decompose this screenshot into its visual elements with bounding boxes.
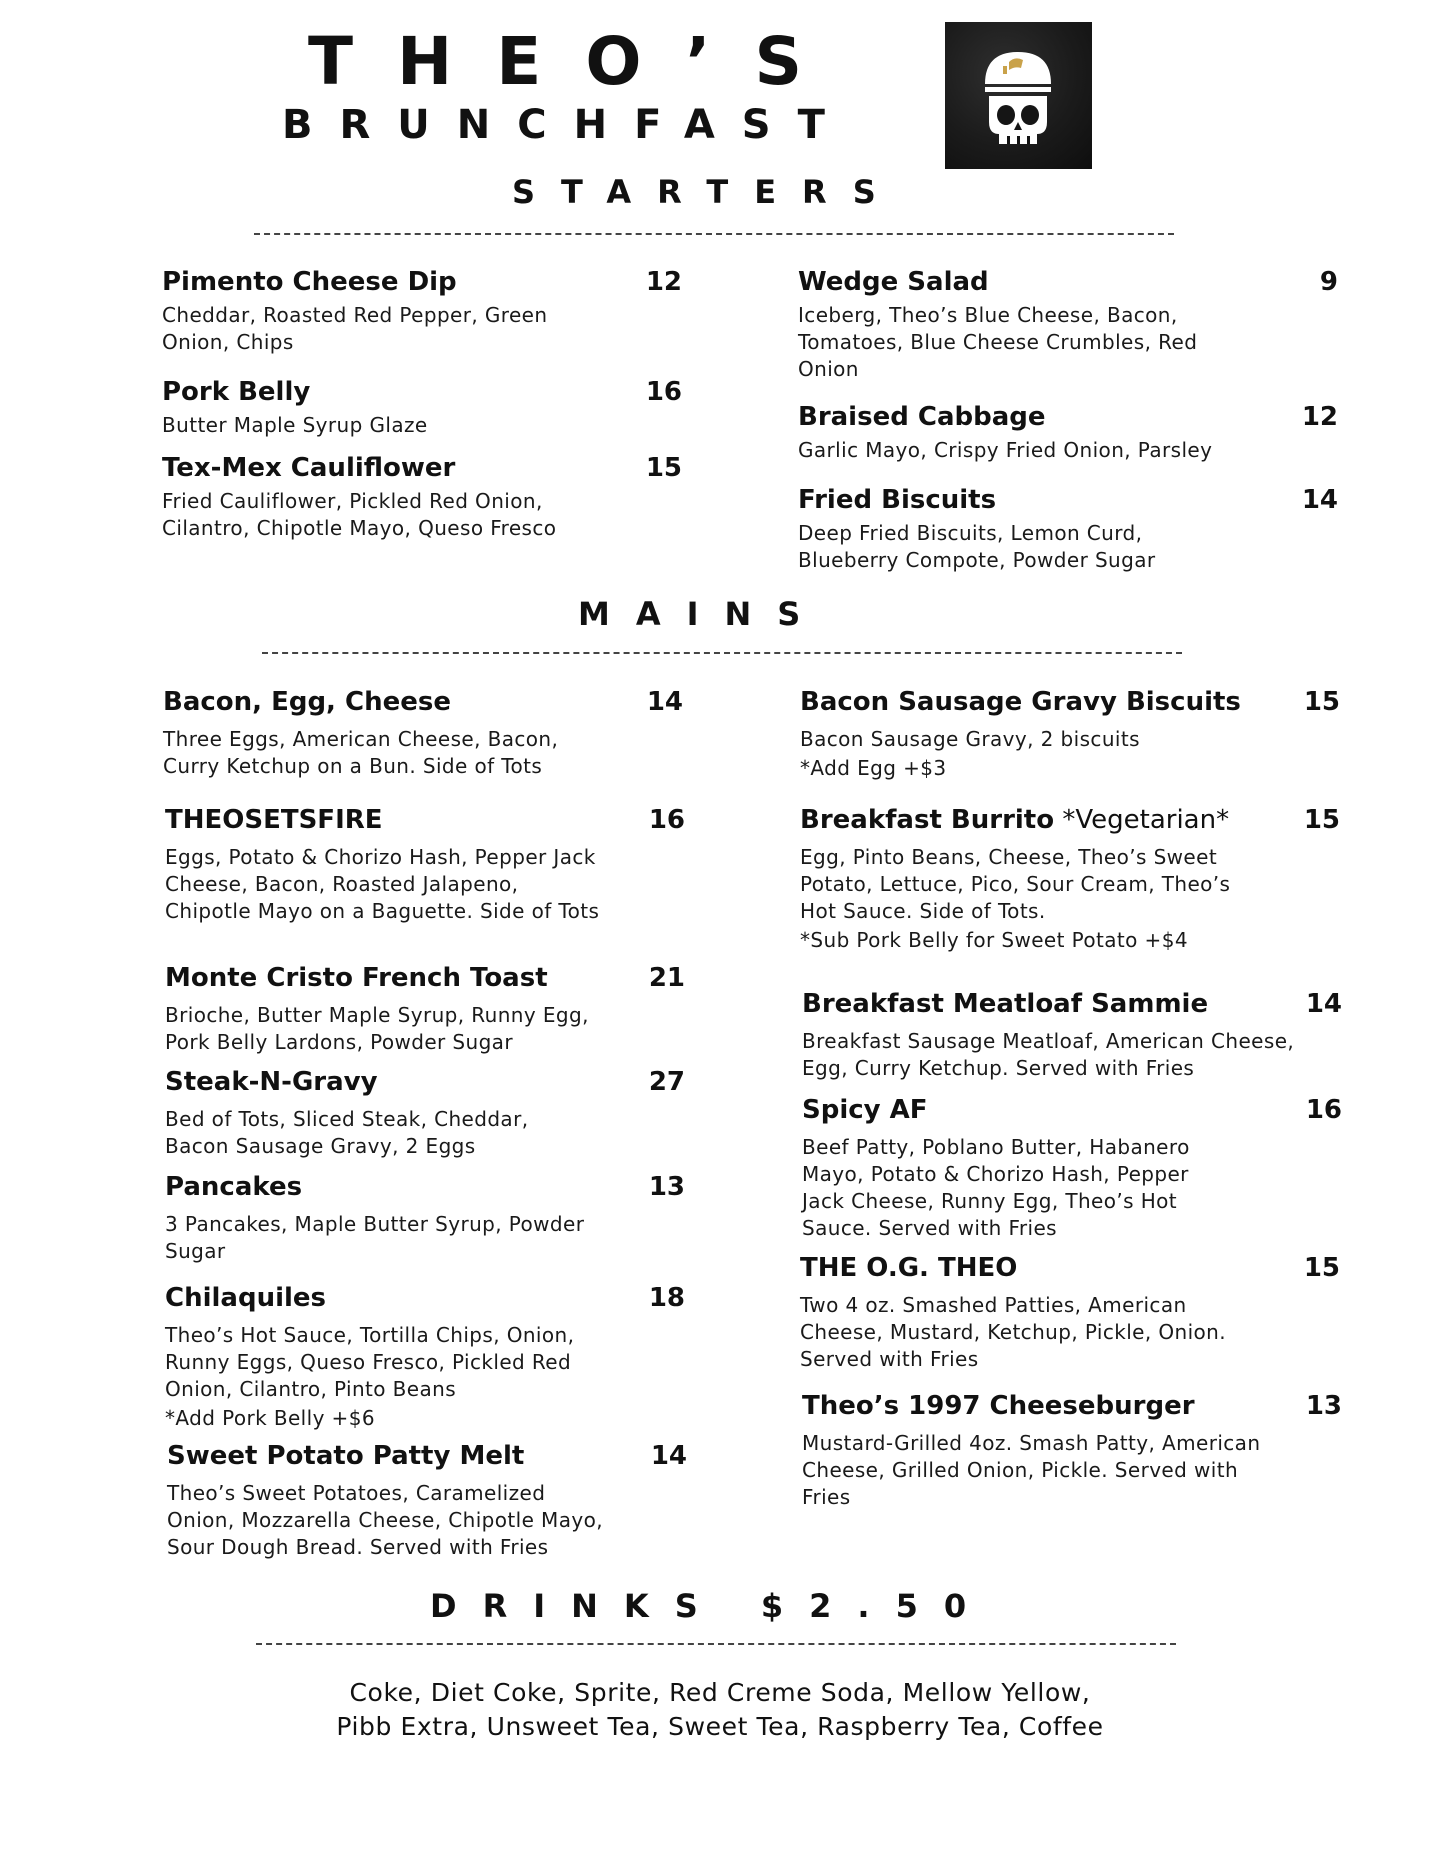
starters-divider — [254, 233, 1174, 235]
menu-item — [165, 1064, 685, 1160]
restaurant-subtitle: BRUNCHFAST — [282, 102, 852, 148]
menu-item — [167, 1438, 687, 1561]
item-price: 21 — [648, 963, 685, 993]
item-description: Bed of Tots, Sliced Steak, Cheddar, Bacon Sausage Gravy, 2 Eggs — [165, 1107, 529, 1158]
item-name: Wedge Salad — [798, 267, 989, 297]
drinks-line-2: Pibb Extra, Unsweet Tea, Sweet Tea, Raspberry Tea, Coffee — [336, 1712, 1104, 1741]
item-description: Two 4 oz. Smashed Patties, American Cheese, Mustard, Ketchup, Pickle, Onion. Served with Fries — [800, 1293, 1227, 1371]
item-name: Pancakes — [165, 1172, 303, 1202]
item-name: Pork Belly — [162, 377, 311, 407]
item-price: 13 — [1305, 1391, 1342, 1421]
menu-item — [800, 684, 1340, 782]
item-description: Theo’s Hot Sauce, Tortilla Chips, Onion, Runny Eggs, Queso Fresco, Pickled Red Onion, Cilantro, Pinto Beans — [165, 1323, 575, 1401]
item-description: Beef Patty, Poblano Butter, Habanero Mayo, Potato & Chorizo Hash, Pepper Jack Cheese, Runny Egg, Theo’s Hot Sauce. Served with Fries — [802, 1135, 1190, 1240]
item-name: Spicy AF — [802, 1095, 928, 1125]
item-price: 12 — [645, 267, 682, 297]
item-addon: *Sub Pork Belly for Sweet Potato +$4 — [800, 928, 1188, 952]
mains-heading: MAINS — [578, 595, 827, 633]
item-name: THE O.G. THEO — [800, 1253, 1018, 1283]
menu-item — [798, 264, 1338, 383]
menu-item — [798, 482, 1338, 574]
drinks-divider — [256, 1643, 1176, 1645]
item-description: Fried Cauliflower, Pickled Red Onion, Cilantro, Chipotle Mayo, Queso Fresco — [162, 489, 557, 540]
item-name: Monte Cristo French Toast — [165, 963, 548, 993]
item-name: Steak-N-Gravy — [165, 1067, 378, 1097]
item-name: Tex-Mex Cauliflower — [162, 453, 456, 483]
item-name: THEOSETSFIRE — [165, 805, 383, 835]
item-name: Bacon Sausage Gravy Biscuits — [800, 687, 1241, 717]
drinks-heading: DRINKS $2.50 — [430, 1587, 993, 1625]
item-price: 13 — [648, 1172, 685, 1202]
menu-item — [165, 802, 685, 925]
item-price: 12 — [1301, 402, 1338, 432]
item-name: Sweet Potato Patty Melt — [167, 1441, 525, 1471]
item-addon: *Add Pork Belly +$6 — [165, 1406, 375, 1430]
item-price: 16 — [648, 805, 685, 835]
menu-item — [162, 264, 682, 356]
item-price: 15 — [1303, 1253, 1340, 1283]
item-description: Garlic Mayo, Crispy Fried Onion, Parsley — [798, 438, 1213, 462]
vegetarian-note: *Vegetarian* — [1054, 805, 1230, 835]
item-description: 3 Pancakes, Maple Butter Syrup, Powder Sugar — [165, 1212, 585, 1263]
menu-item — [163, 684, 683, 780]
item-description: Three Eggs, American Cheese, Bacon, Curry Ketchup on a Bun. Side of Tots — [163, 727, 559, 778]
item-price: 9 — [1319, 267, 1338, 297]
starters-heading: STARTERS — [512, 173, 902, 211]
item-price: 16 — [1305, 1095, 1342, 1125]
item-price: 15 — [1303, 687, 1340, 717]
menu-item — [165, 1280, 685, 1432]
item-name: Chilaquiles — [165, 1283, 327, 1313]
item-price: 15 — [645, 453, 682, 483]
item-name: Theo’s 1997 Cheeseburger — [802, 1391, 1195, 1421]
item-price: 27 — [648, 1067, 685, 1097]
item-price: 16 — [645, 377, 682, 407]
item-name: Bacon, Egg, Cheese — [163, 687, 451, 717]
menu-item — [802, 1388, 1342, 1511]
skull-burger-logo — [945, 22, 1092, 169]
drinks-list — [0, 1676, 1440, 1744]
menu-item — [802, 1092, 1342, 1242]
item-addon: *Add Egg +$3 — [800, 756, 947, 780]
menu-item — [798, 399, 1338, 464]
item-description: Iceberg, Theo’s Blue Cheese, Bacon, Tomatoes, Blue Cheese Crumbles, Red Onion — [798, 303, 1198, 381]
item-price: 14 — [646, 687, 683, 717]
item-name — [800, 805, 1229, 835]
menu-item — [800, 1250, 1340, 1373]
item-price: 18 — [648, 1283, 685, 1313]
item-name: Braised Cabbage — [798, 402, 1046, 432]
item-price: 14 — [650, 1441, 687, 1471]
item-description: Breakfast Sausage Meatloaf, American Cheese, Egg, Curry Ketchup. Served with Fries — [802, 1029, 1295, 1080]
item-price: 15 — [1303, 805, 1340, 835]
mains-divider — [262, 652, 1182, 654]
menu-item — [162, 374, 682, 439]
item-description: Egg, Pinto Beans, Cheese, Theo’s Sweet Potato, Lettuce, Pico, Sour Cream, Theo’s Hot Sauce. Side of Tots. — [800, 845, 1231, 923]
item-name: Pimento Cheese Dip — [162, 267, 457, 297]
item-name: Fried Biscuits — [798, 485, 997, 515]
restaurant-name: THEO’S — [308, 23, 847, 100]
item-description: Mustard-Grilled 4oz. Smash Patty, American Cheese, Grilled Onion, Pickle. Served with Fries — [802, 1431, 1261, 1509]
item-description: Eggs, Potato & Chorizo Hash, Pepper Jack Cheese, Bacon, Roasted Jalapeno, Chipotle Mayo on a Baguette. Side of Tots — [165, 845, 600, 923]
item-description: Butter Maple Syrup Glaze — [162, 413, 428, 437]
menu-item — [802, 986, 1342, 1082]
menu-item — [800, 802, 1340, 954]
item-description: Bacon Sausage Gravy, 2 biscuits — [800, 727, 1140, 751]
drinks-line-1: Coke, Diet Coke, Sprite, Red Creme Soda, Mellow Yellow, — [349, 1678, 1091, 1707]
item-name-text: Breakfast Burrito — [800, 805, 1055, 835]
menu-item — [162, 450, 682, 542]
menu-item — [165, 960, 685, 1056]
item-price: 14 — [1305, 989, 1342, 1019]
item-description: Theo’s Sweet Potatoes, Caramelized Onion, Mozzarella Cheese, Chipotle Mayo, Sour Dough Bread. Served with Fries — [167, 1481, 603, 1559]
item-description: Brioche, Butter Maple Syrup, Runny Egg, Pork Belly Lardons, Powder Sugar — [165, 1003, 589, 1054]
item-description: Deep Fried Biscuits, Lemon Curd, Blueberry Compote, Powder Sugar — [798, 521, 1156, 572]
item-price: 14 — [1301, 485, 1338, 515]
item-description: Cheddar, Roasted Red Pepper, Green Onion, Chips — [162, 303, 548, 354]
item-name: Breakfast Meatloaf Sammie — [802, 989, 1209, 1019]
menu-item — [165, 1169, 685, 1265]
